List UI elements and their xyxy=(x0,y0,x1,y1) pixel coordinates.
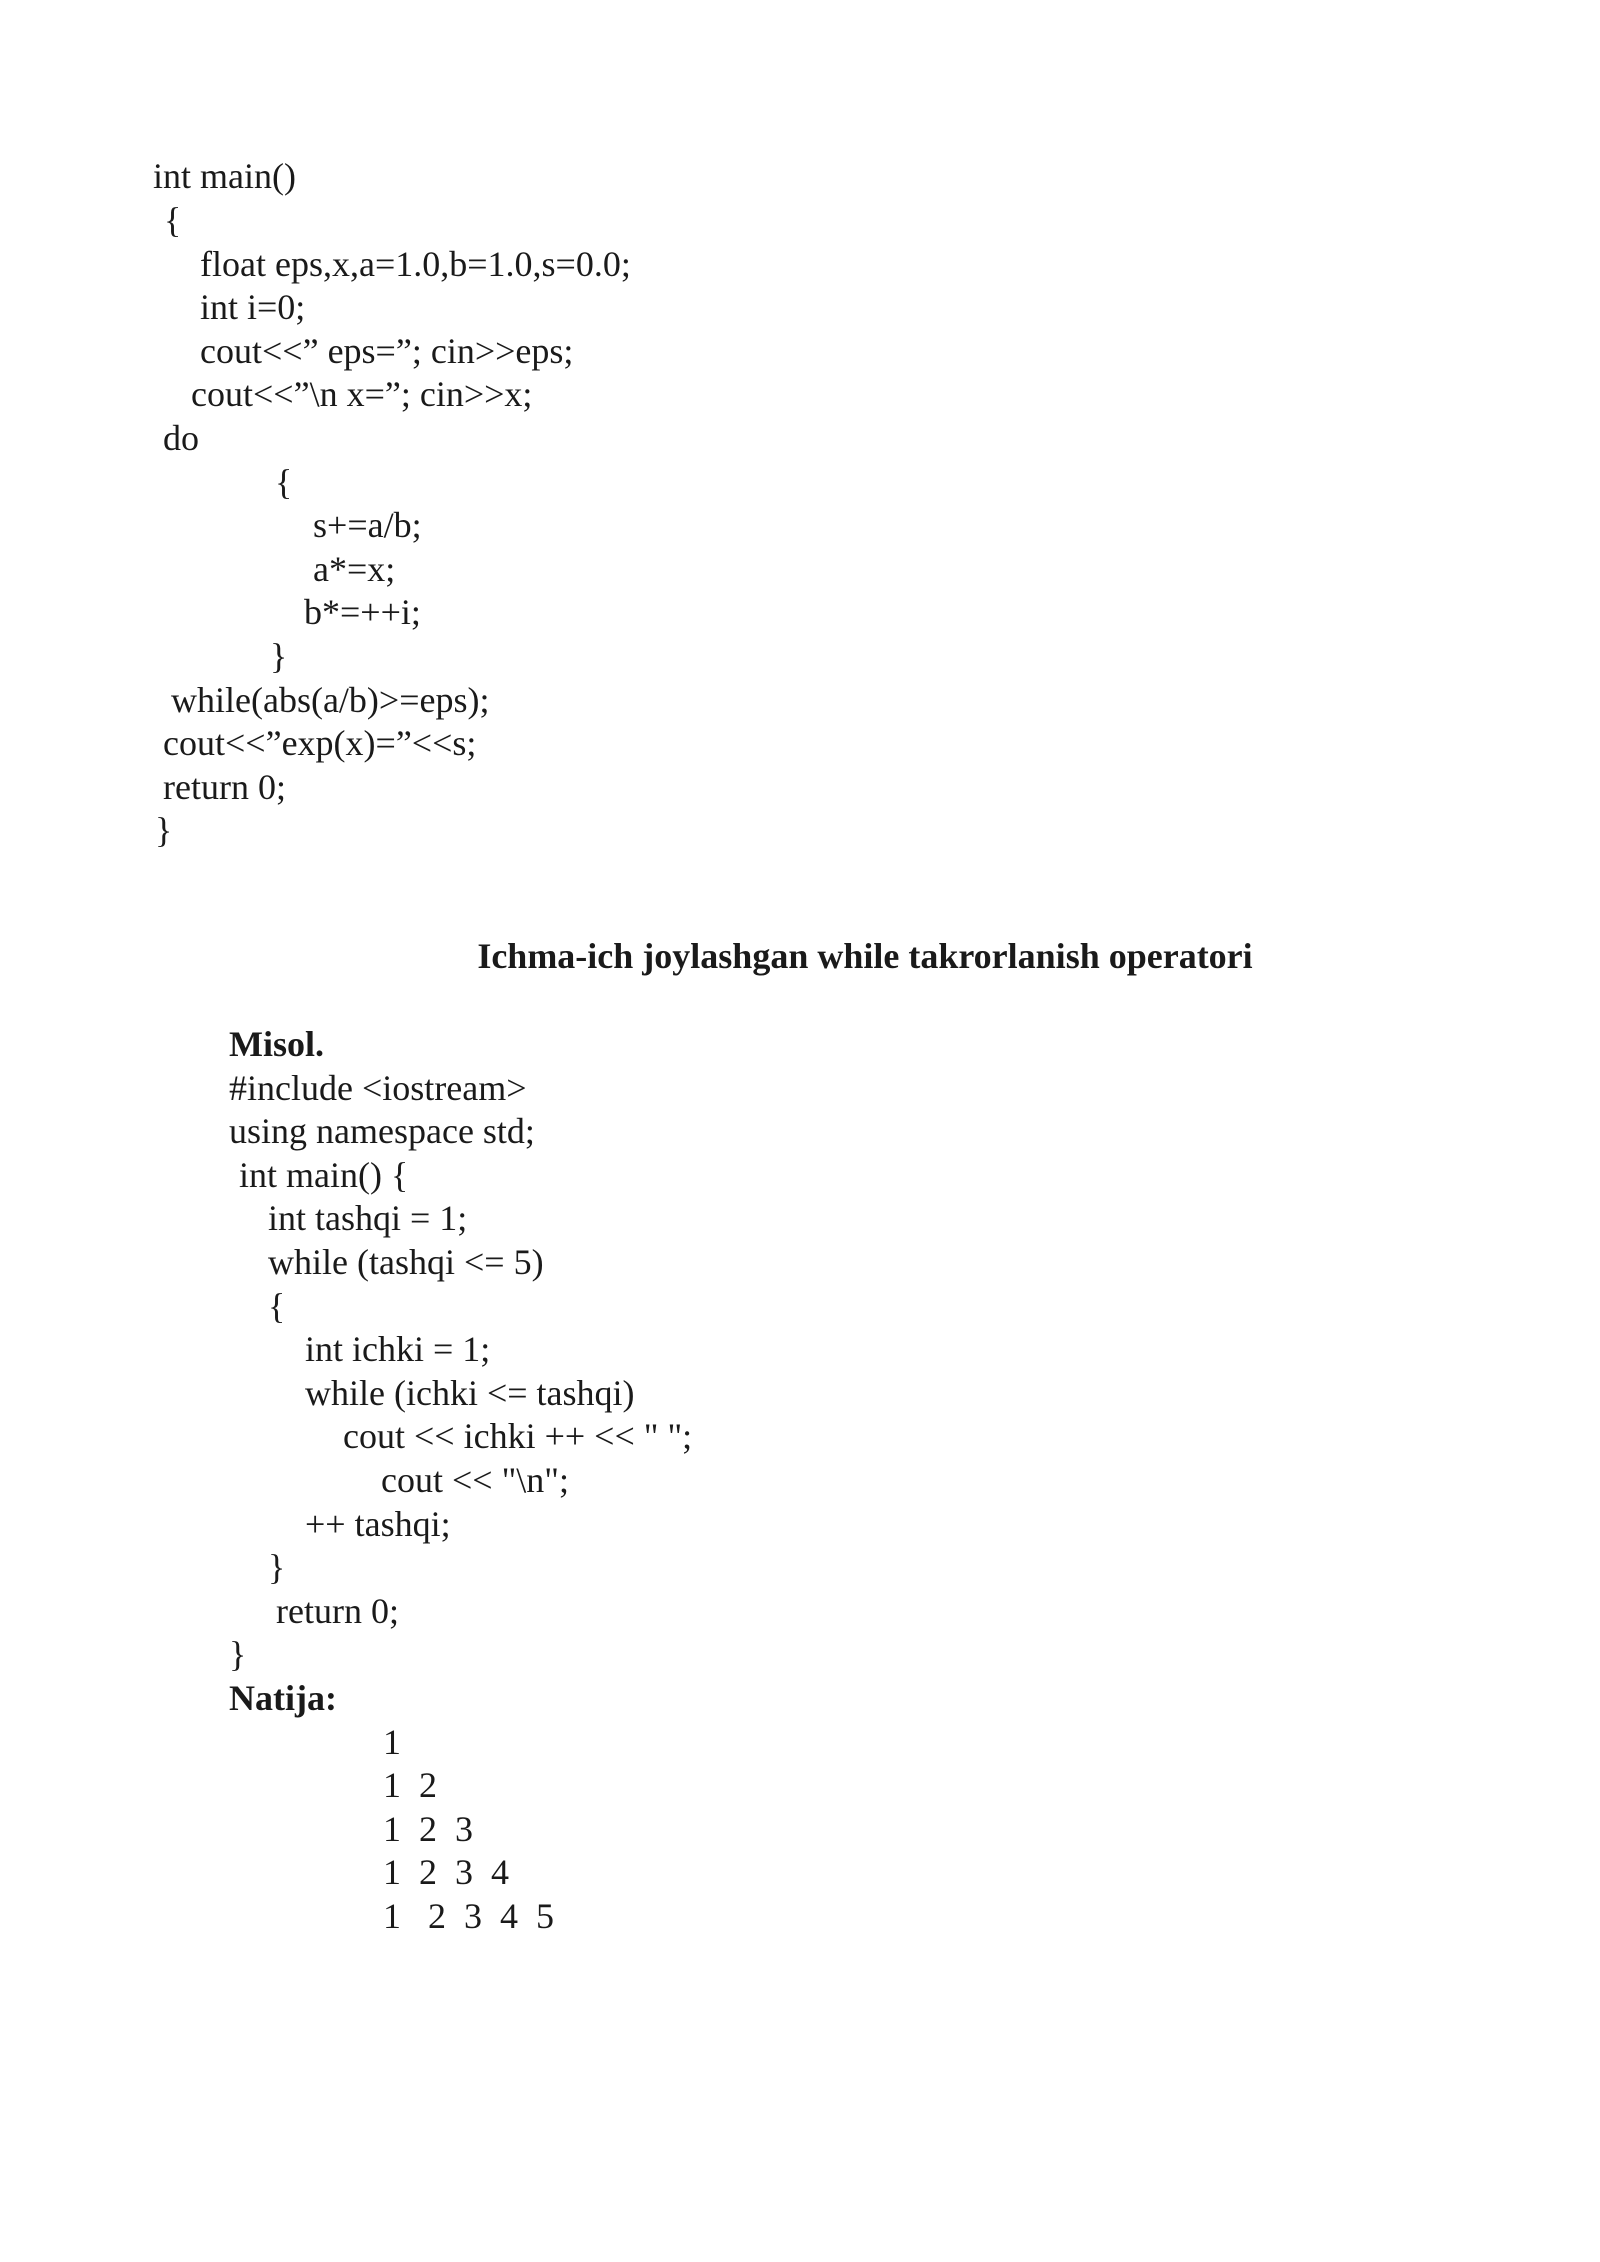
code-line: int main() { xyxy=(239,1155,409,1195)
code-line: } xyxy=(155,810,173,850)
result-label: Natija: xyxy=(229,1678,337,1718)
code-line: cout << ichki ++ << " "; xyxy=(343,1416,693,1456)
code-line: while(abs(a/b)>=eps); xyxy=(171,680,490,720)
code-line: while (ichki <= tashqi) xyxy=(305,1373,635,1413)
code-line: int i=0; xyxy=(200,287,306,327)
code-line: { xyxy=(275,462,293,502)
code-line: int ichki = 1; xyxy=(305,1329,491,1369)
code-line: float eps,x,a=1.0,b=1.0,s=0.0; xyxy=(200,244,631,284)
result-line: 1 2 xyxy=(383,1765,437,1805)
result-line: 1 2 3 xyxy=(383,1809,473,1849)
section-heading xyxy=(0,934,1600,978)
code-line: cout<<”exp(x)=”<<s; xyxy=(163,723,477,763)
code-line: return 0; xyxy=(163,767,286,807)
code-line: a*=x; xyxy=(313,549,396,589)
code-line: b*=++i; xyxy=(304,592,421,632)
code-line: } xyxy=(268,1547,286,1587)
code-line: int main() xyxy=(153,156,296,196)
code-line: cout<<”\n x=”; cin>>x; xyxy=(191,374,533,414)
result-line: 1 2 3 4 5 xyxy=(383,1896,554,1936)
code-line: return 0; xyxy=(276,1591,399,1631)
result-line: 1 xyxy=(383,1722,401,1762)
code-line: int tashqi = 1; xyxy=(268,1198,468,1238)
example-label: Misol. xyxy=(229,1024,324,1064)
code-line: { xyxy=(268,1286,286,1326)
code-line: while (tashqi <= 5) xyxy=(268,1242,544,1282)
code-line: using namespace std; xyxy=(229,1111,535,1151)
code-line: ++ tashqi; xyxy=(305,1504,451,1544)
code-line: } xyxy=(229,1634,247,1674)
code-line: cout << "\n"; xyxy=(381,1460,569,1500)
code-line: } xyxy=(270,636,288,676)
section-heading-text: Ichma-ich joylashgan while takrorlanish operatori xyxy=(477,936,1253,976)
code-line: s+=a/b; xyxy=(313,505,422,545)
code-line: cout<<” eps=”; cin>>eps; xyxy=(200,331,574,371)
code-line: { xyxy=(164,200,182,240)
result-line: 1 2 3 4 xyxy=(383,1852,509,1892)
code-line: #include <iostream> xyxy=(229,1068,527,1108)
code-line: do xyxy=(163,418,199,458)
